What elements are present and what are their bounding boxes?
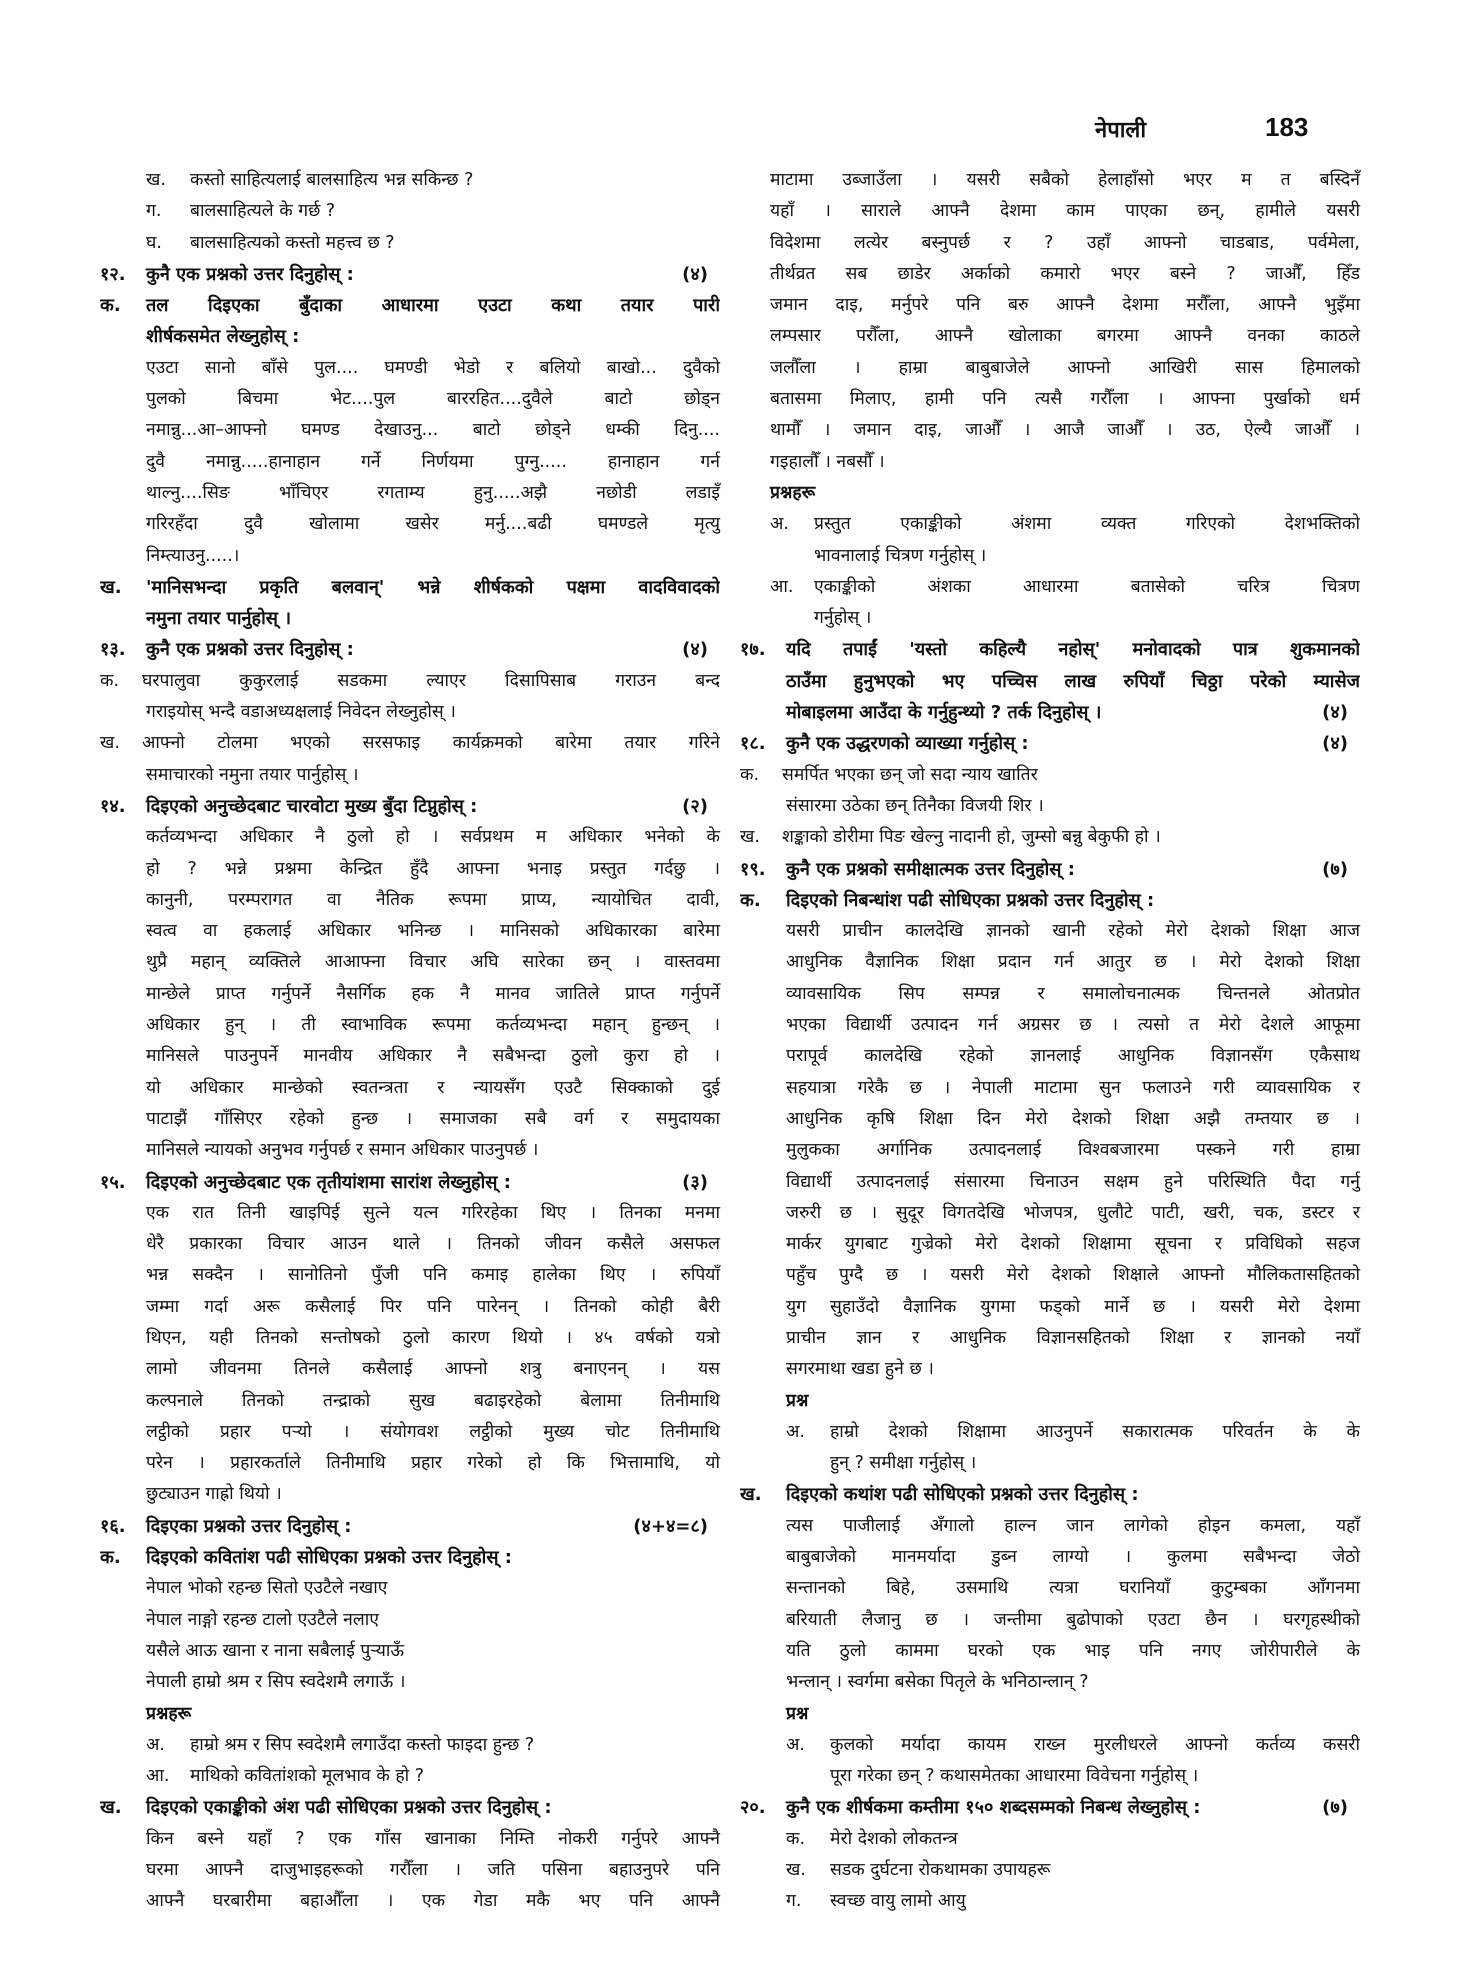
list-item-cont: हुन् ? समीक्षा गर्नुहोस् । bbox=[830, 1453, 977, 1474]
story-prompt-body: एउटा सानो बाँसे पुल.... घमण्डी भेडो र बलियो बाखो... दुवैको पुलको बिचमा भेट....पुल बाररहित....दुवैले बाटो छोड्न नमान्नु...आ–आफ्नो घमण्ड देखाउनु... बाटो छोड्ने धम्की दिनु.... दुवै नमान्नु.....हानाहान गर्ने निर्णयमा पुग्नु..... हानाहान गर्न थाल्नु....सिङ भाँचिएर रगताम्य हुनु.....अझै नछोडी लडाइँ गरिरहँदा दुवै खोलामा खसेर मर्नु....बढी घमण्डले मृत्यु निम्त्याउनु.....। bbox=[146, 357, 720, 566]
question-heading: १४. दिइएको अनुच्छेदबाट चारवोटा मुख्य बुँदा टिप्नुहोस् : (२) bbox=[100, 795, 708, 817]
question-heading: १६. दिइएका प्रश्नको उत्तर दिनुहोस् : (४+४=८) bbox=[100, 1515, 708, 1537]
question-heading-cont: मोबाइलमा आउँदा के गर्नुहुन्थ्यो ? तर्क दिनुहोस् । (४) bbox=[786, 702, 1348, 724]
question-label: प्रश्न bbox=[786, 1703, 809, 1724]
sub-question-heading: क. दिइएको निबन्धांश पढी सोधिएका प्रश्नको उत्तर दिनुहोस् : bbox=[740, 889, 1155, 911]
running-header-subject: नेपाली bbox=[1095, 118, 1147, 143]
list-item: घ. बालसाहित्यको कस्तो महत्त्व छ ? bbox=[146, 232, 395, 253]
question-19 bbox=[740, 854, 1360, 1793]
list-item-cont: पूरा गरेका छन् ? कथासमेतका आधारमा विवेचना गर्नुहोस् । bbox=[830, 1766, 1199, 1787]
question-16 bbox=[100, 1511, 720, 1918]
sub-question: क. समर्पित भएका छन् जो सदा न्याय खातिर bbox=[740, 764, 1038, 785]
question-heading-cont: ठाउँमा हुनुभएको भए पच्चिस लाख रुपियाँ चिठ्ठा परेको म्यासेज bbox=[786, 670, 1360, 692]
question-15 bbox=[100, 1167, 720, 1511]
sub-question: ख. आफ्नो टोलमा भएको सरसफाइ कार्यक्रमको बारेमा तयार गरिने bbox=[100, 733, 720, 754]
sub-question: क. घरपालुवा कुकुरलाई सडकमा ल्याएर दिसापिसाब गराउन बन्द bbox=[100, 670, 720, 691]
sub-question-heading: क. दिइएको कवितांश पढी सोधिएका प्रश्नको उत्तर दिनुहोस् : bbox=[100, 1547, 512, 1569]
question-heading: १८. कुनै एक उद्धरणको व्याख्या गर्नुहोस् : (४) bbox=[740, 733, 1348, 755]
play-excerpt: किन बस्ने यहाँ ? एक गाँस खानाका निम्ति नोकरी गर्नुपरे आफ्नै घरमा आफ्नै दाजुभाइहरूको गरौँला । जति पसिना बहाउनुपरे पनि आफ्नै घरबारीमा बहाऔँला । एक गेडा मकै भए पनि आफ्नै bbox=[146, 1828, 720, 1912]
list-item: ख. कस्तो साहित्यलाई बालसाहित्य भन्न सकिन्छ ? bbox=[146, 170, 474, 190]
question-14 bbox=[100, 791, 720, 1167]
list-item: क. मेरो देशको लोकतन्त्र bbox=[786, 1828, 958, 1849]
right-column bbox=[740, 165, 1360, 1918]
play-excerpt-continued: माटामा उब्जाउँला । यसरी सबैको हेलाहाँसो भएर म त बस्दिनँ यहाँ । साराले आफ्नै देशमा काम पाएका छन्, हामीले यसरी विदेशमा लत्येर बस्नुपर्छ र ? उहाँ आफ्नो चाडबाड, पर्वमेला, तीर्थव्रत सब छाडेर अर्काको कमारो भएर बस्ने ? जाऔँ, हिँड जमान दाइ, मर्नुपरे पनि बरु आफ्नै देशमा मरौँला, आफ्नै भुइँमा लम्पसार परौँला, आफ्नै खोलाका बगरमा आफ्नै वनका काठले जलौँला । हाम्रा बाबुबाजेले आफ्नो आखिरी सास हिमालको बतासमा मिलाए, हामी पनि त्यसै गरौँला । आफ्ना पुर्खाको धर्म थामौँ । जमान दाइ, जाऔँ । आजै जाऔँ । उठ, ऐल्यै जाऔँ । गइहालौँ । नबसौँ । bbox=[770, 170, 1360, 472]
question-heading: १९. कुनै एक प्रश्नको समीक्षात्मक उत्तर दिनुहोस् : (७) bbox=[740, 858, 1348, 880]
list-item: ख. सडक दुर्घटना रोकथामका उपायहरू bbox=[786, 1860, 1051, 1881]
list-item-cont: गर्नुहोस् । bbox=[814, 608, 872, 629]
question-heading: १३. कुनै एक प्रश्नको उत्तर दिनुहोस् : (४) bbox=[100, 639, 708, 661]
question-12 bbox=[100, 259, 720, 635]
question-13 bbox=[100, 634, 720, 790]
sub-question-heading-cont: शीर्षकसमेत लेख्नुहोस् : bbox=[146, 326, 300, 348]
sub-question-cont: गराइयोस् भन्दै वडाअध्यक्षलाई निवेदन लेख्नुहोस् । bbox=[146, 702, 456, 723]
list-item: अ. हाम्रो देशको शिक्षामा आउनुपर्ने सकारात्मक परिवर्तन के के bbox=[786, 1421, 1360, 1442]
essay-excerpt: यसरी प्राचीन कालदेखि ज्ञानको खानी रहेको मेरो देशको शिक्षा आज आधुनिक वैज्ञानिक शिक्षा प्रदान गर्न आतुर छ । मेरो देशको शिक्षा व्यावसायिक सिप सम्पन्न र समालोचनात्मक चिन्तनले ओतप्रोत भएका विद्यार्थी उत्पादन गर्न अग्रसर छ । त्यसो त मेरो देशले आफूमा परापूर्व कालदेखि रहेको ज्ञानलाई आधुनिक विज्ञानसँग एकैसाथ सहयात्रा गरेकै छ । नेपाली माटामा सुन फलाउने गरी व्यावसायिक र आधुनिक कृषि शिक्षा दिन मेरो देशको शिक्षा अझै तम्तयार छ । मुलुकका अर्गानिक उत्पादनलाई विश्वबजारमा पस्कने गरी हाम्रा विद्यार्थी उत्पादनलाई संसारमा चिनाउन सक्षम हुने परिस्थिति पैदा गर्नु जरुरी छ । सुदूर विगतदेखि भोजपत्र, धुलौटे पाटी, खरी, चक, डस्टर र मार्कर युगबाट गुज्रेको मेरो देशको शिक्षामा सूचना र प्रविधिको सहज पहुँच पुग्दै छ । यसरी मेरो देशको शिक्षाले आफ्नो मौलिकतासहितको युग सुहाउँदो वैज्ञानिक युगमा फड्को मार्ने छ । यसरी मेरो देशमा प्राचीन ज्ञान र आधुनिक विज्ञानसहितको शिक्षा र ज्ञानको नयाँ सगरमाथा खडा हुने छ । bbox=[786, 921, 1360, 1380]
question-17 bbox=[740, 634, 1360, 728]
sub-question: ख. शङ्काको डोरीमा पिङ खेल्नु नादानी हो, जुम्सो बन्नु बेकुफी हो । bbox=[740, 827, 1161, 848]
question-heading: १७. यदि तपाईं 'यस्तो कहिल्यै नहोस्' मनोवादको पात्र शुकमानको bbox=[740, 639, 1360, 661]
list-item: अ. प्रस्तुत एकाङ्कीको अंशमा व्यक्त गरिएको देशभक्तिको bbox=[770, 514, 1360, 535]
list-item: अ. कुलको मर्यादा कायम राख्न मुरलीधरले आफ्नो कर्तव्य कसरी bbox=[786, 1734, 1360, 1755]
sub-question-cont: संसारमा उठेका छन् तिनैका विजयी शिर । bbox=[786, 795, 1044, 816]
sub-question-heading: क. तल दिइएका बुँदाका आधारमा एउटा कथा तयार पारी bbox=[100, 295, 720, 317]
question-label: प्रश्न bbox=[786, 1390, 809, 1411]
question-heading: २०. कुनै एक शीर्षकमा कम्तीमा १५० शब्दसम्मको निबन्ध लेख्नुहोस् : (७) bbox=[740, 1797, 1348, 1819]
sub-question-heading: ख. दिइएको एकाङ्कीको अंश पढी सोधिएका प्रश्नको उत्तर दिनुहोस् : bbox=[100, 1797, 552, 1819]
question-heading: १२. कुनै एक प्रश्नको उत्तर दिनुहोस् : (४) bbox=[100, 263, 708, 285]
passage: कर्तव्यभन्दा अधिकार नै ठुलो हो । सर्वप्रथम म अधिकार भनेको के हो ? भन्ने प्रश्नमा केन्द्रित हुँदै आफ्ना भनाइ प्रस्तुत गर्दछु । कानुनी, परम्परागत वा नैतिक रूपमा प्राप्य, न्यायोचित दावी, स्वत्व वा हकलाई अधिकार भनिन्छ । मानिसको अधिकारका बारेमा थुप्रै महान् व्यक्तिले आआफ्ना विचार अघि सारेका छन् । वास्तवमा मान्छेले प्राप्त गर्नुपर्ने नैसर्गिक हक नै मानव जातिले प्राप्त गर्नुपर्ने अधिकार हुन् । ती स्वाभाविक रूपमा कर्तव्यभन्दा महान् हुन्छन् । मानिसले पाउनुपर्ने मानवीय अधिकार नै सबैभन्दा ठुलो कुरा हो । यो अधिकार मान्छेको स्वतन्त्रता र न्यायसँग एउटै सिक्काको दुई पाटाझैं गाँसिएर रहेको हुन्छ । समाजका सबै वर्ग र समुदायका मानिसले न्यायको अनुभव गर्नुपर्छ र समान अधिकार पाउनुपर्छ । bbox=[146, 827, 720, 1161]
sub-question-heading: ख. दिइएको कथांश पढी सोधिएको प्रश्नको उत्तर दिनुहोस् : bbox=[740, 1484, 1139, 1506]
list-item: ग. स्वच्छ वायु लामो आयु bbox=[786, 1891, 966, 1912]
page-number: 183 bbox=[1265, 112, 1309, 142]
question-20 bbox=[740, 1792, 1360, 1917]
passage: एक रात तिनी खाइपिई सुत्ने यत्न गरिरहेका थिए । तिनका मनमा धेरै प्रकारका विचार आउन थाले । तिनको जीवन कसैले असफल भन्न सक्दैन । सानोतिनो पुँजी पनि कमाइ हालेका थिए । रुपियाँ जम्मा गर्दा अरू कसैलाई पिर पनि पारेनन् । तिनको कोही बैरी थिएन, यही तिनको सन्तोषको ठुलो कारण थियो । ४५ वर्षको यत्रो लामो जीवनमा तिनले कसैलाई आफ्नो शत्रु बनाएनन् । यस कल्पनाले तिनको तन्द्राको सुख बढाइरहेको बेलामा तिनीमाथि लट्ठीको प्रहार पर्‍यो । संयोगवश लट्ठीको मुख्य चोट तिनीमाथि परेन । प्रहारकर्ताले तिनीमाथि प्रहार गरेको हो कि भित्तामाथि, यो छुट्याउन गाह्रो थियो । bbox=[146, 1202, 720, 1505]
poem: नेपाल भोको रहन्छ सितो एउटैले नखाए नेपाल नाङ्गो रहन्छ टालो एउटैले नलाए यसैले आऊ खाना र नाना सबैलाई पुऱ्याऊँ नेपाली हाम्रो श्रम र सिप स्वदेशमै लगाऊँ । bbox=[146, 1578, 406, 1693]
question-18 bbox=[740, 728, 1360, 853]
q11-items bbox=[100, 165, 720, 259]
questions-label: प्रश्नहरू bbox=[770, 482, 816, 503]
story-excerpt: त्यस पाजीलाई अँगालो हाल्न जान लागेको होइन कमला, यहाँ बाबुबाजेको मानमर्यादा डुब्न लाग्यो । कुलमा सबैभन्दा जेठो सन्तानको बिहे, उसमाथि त्यत्रा घरानियाँ कुटुम्बका आँगनमा बरियाती लैजानु छ । जन्तीमा बुढोपाको एउटा छैन । घरगृहस्थीको यति ठुलो काममा घरको एक भाइ पनि नगए जोरीपारीले के भन्लान् । स्वर्गमा बसेका पितृले के भनिठान्लान् ? bbox=[786, 1515, 1360, 1693]
list-item: अ. हाम्रो श्रम र सिप स्वदेशमै लगाउँदा कस्तो फाइदा हुन्छ ? bbox=[146, 1734, 535, 1755]
question-heading: १५. दिइएको अनुच्छेदबाट एक तृतीयांशमा सारांश लेख्नुहोस् : (३) bbox=[100, 1171, 708, 1193]
list-item: आ. एकाङ्कीको अंशका आधारमा बतासेको चरित्र चित्रण bbox=[770, 576, 1360, 597]
sub-question-heading-cont: नमुना तयार पार्नुहोस् । bbox=[146, 608, 292, 630]
list-item: ग. बालसाहित्यले के गर्छ ? bbox=[146, 201, 336, 222]
questions-label: प्रश्नहरू bbox=[146, 1703, 192, 1724]
list-item-cont: भावनालाई चित्रण गर्नुहोस् । bbox=[814, 545, 987, 566]
sub-question-cont: समाचारको नमुना तयार पार्नुहोस् । bbox=[146, 764, 359, 785]
list-item: आ. माथिको कवितांशको मूलभाव के हो ? bbox=[146, 1766, 425, 1787]
sub-question-heading: ख. 'मानिसभन्दा प्रकृति बलवान्' भन्ने शीर्षकको पक्षमा वादविवादको bbox=[100, 576, 720, 598]
left-column bbox=[100, 165, 720, 1918]
